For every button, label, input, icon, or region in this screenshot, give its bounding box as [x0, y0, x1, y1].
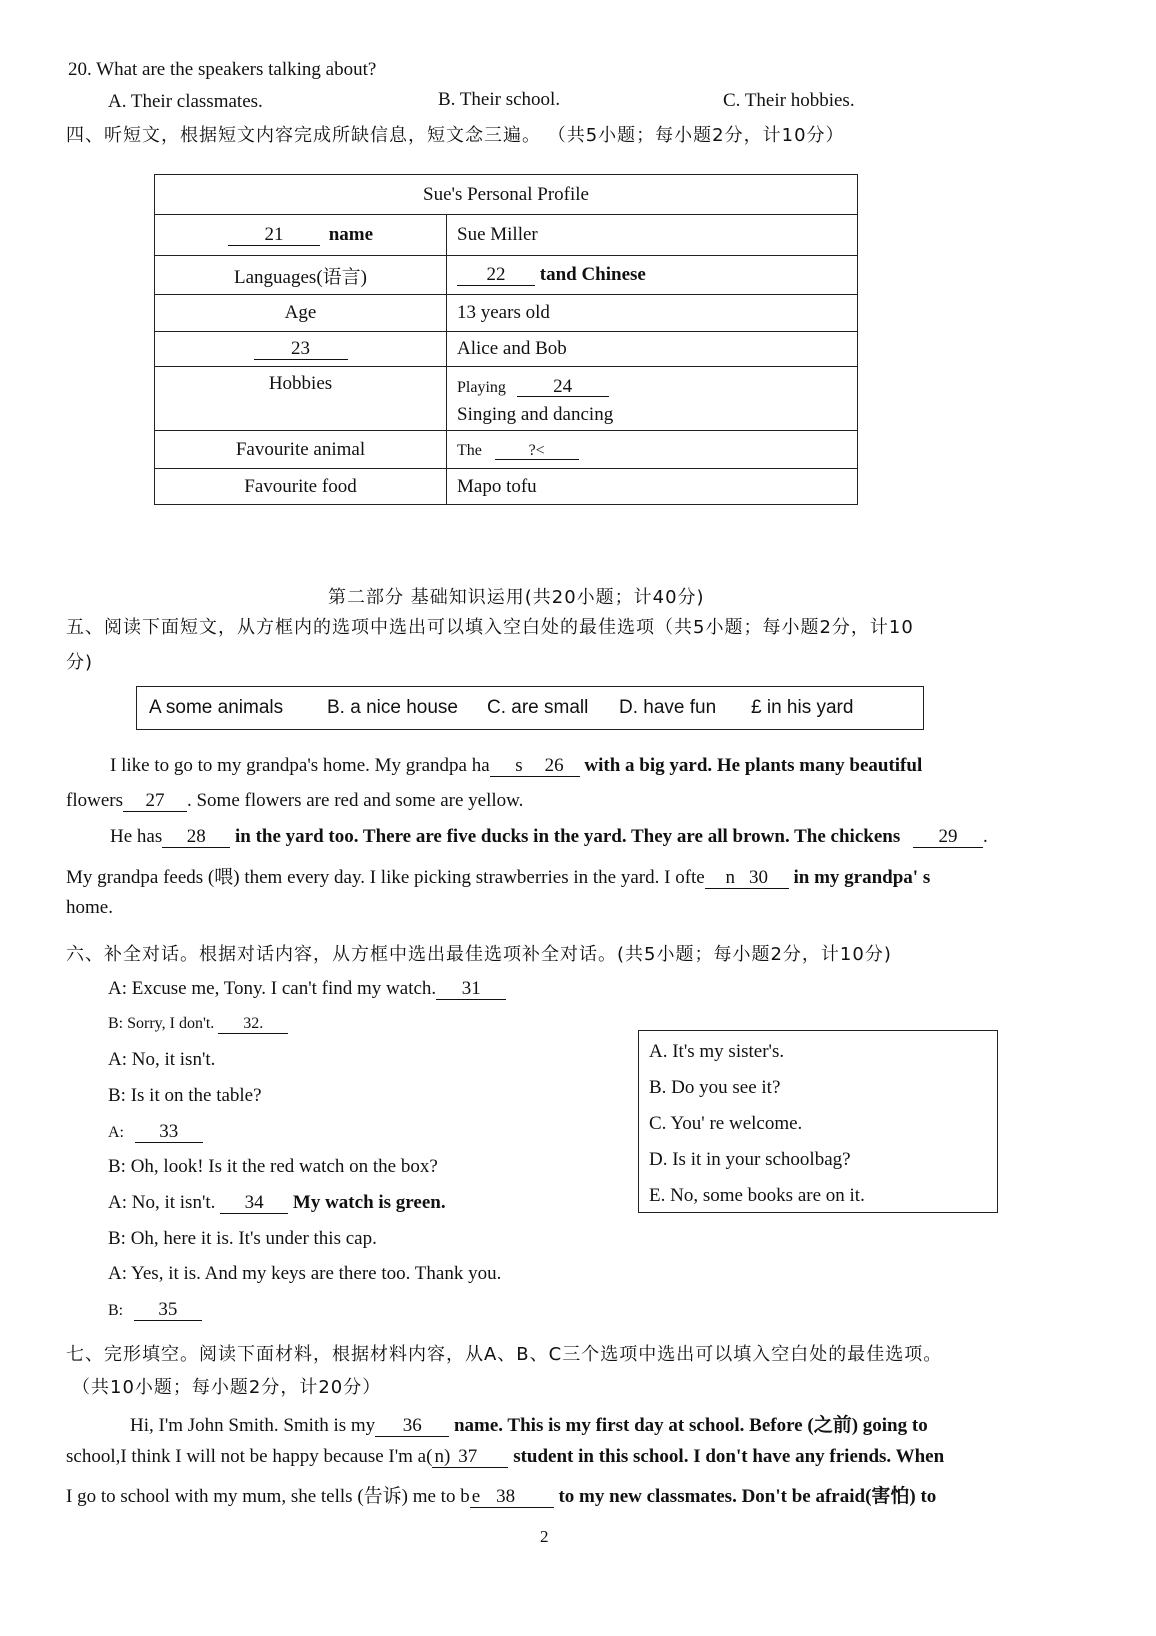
- passage-line: I go to school with my mum, she tells (告诉) me to b e 38 to my new classmates. Don't be afraid(害怕) to: [66, 1486, 937, 1507]
- blank-33[interactable]: 33: [135, 1122, 203, 1143]
- q20-option-a: A. Their classmates.: [108, 91, 263, 112]
- blank-28[interactable]: 28: [162, 827, 230, 848]
- table-row: [155, 256, 858, 295]
- row-value: Singing and dancing: [457, 403, 614, 425]
- passage-line: school,I think I will not be happy because I'm a( n) 37 student in this school. I don't have any friends. When: [66, 1446, 945, 1467]
- passage-line: flowers 27 . Some flowers are red and some are yellow.: [66, 790, 524, 811]
- dialogue-line: B: Oh, here it is. It's under this cap.: [108, 1228, 377, 1249]
- table-row: [155, 469, 858, 505]
- blank-30[interactable]: n 30: [705, 868, 789, 889]
- dialogue-line: A: 33: [108, 1121, 203, 1143]
- option-e: £ in his yard: [751, 697, 854, 718]
- q20-option-b: B. Their school.: [438, 89, 561, 110]
- section-6-heading: 六、补全对话。根据对话内容，从方框中选出最佳选项补全对话。(共5小题；每小题2分，计10分): [66, 944, 892, 965]
- blank-27[interactable]: 27: [123, 791, 187, 812]
- table-row: [155, 367, 858, 431]
- dialogue-line: A: No, it isn't.: [108, 1049, 216, 1070]
- blank-23[interactable]: 23: [254, 339, 348, 360]
- blank-38[interactable]: e 38: [470, 1487, 554, 1508]
- row-value: tand Chinese: [539, 264, 646, 285]
- blank-37[interactable]: n) 37: [432, 1447, 508, 1468]
- row-value-prefix: The: [457, 441, 482, 459]
- blank-22[interactable]: 22: [457, 265, 535, 286]
- section-7-heading: 七、完形填空。阅读下面材料，根据材料内容，从A、B、C三个选项中选出可以填入空白处的最佳选项。: [66, 1344, 943, 1365]
- table-row: [155, 295, 858, 332]
- passage-line: I like to go to my grandpa's home. My grandpa ha s 26 with a big yard. He plants many beautiful: [110, 755, 923, 776]
- dialogue-line: A: Excuse me, Tony. I can't find my watch. 31: [108, 978, 506, 1000]
- row-label: Favourite food: [155, 469, 447, 505]
- table-row: [155, 431, 858, 469]
- blank-36[interactable]: 36: [375, 1416, 449, 1437]
- dialogue-line: B: Oh, look! Is it the red watch on the box?: [108, 1156, 438, 1177]
- dialogue-line: B: Sorry, I don't. 32.: [108, 1015, 288, 1034]
- dialogue-line: A: No, it isn't. 34 My watch is green.: [108, 1192, 446, 1213]
- option-c: C. You' re welcome.: [649, 1113, 803, 1134]
- table-row: [155, 215, 858, 256]
- section-6-option-box: [638, 1030, 998, 1213]
- blank-29[interactable]: 29: [913, 827, 983, 848]
- blank-24[interactable]: 24: [517, 377, 609, 398]
- row-label: Favourite animal: [155, 431, 447, 469]
- row-value: Sue Miller: [447, 215, 858, 256]
- option-d: D. have fun: [619, 697, 717, 718]
- option-c: C. are small: [487, 697, 589, 718]
- blank-34[interactable]: 34: [220, 1193, 288, 1214]
- q20-option-c: C. Their hobbies.: [723, 90, 855, 111]
- row-label: Age: [155, 295, 447, 332]
- section-4-heading: 四、听短文，根据短文内容完成所缺信息，短文念三遍。 （共5小题；每小题2分，计10分）: [66, 125, 845, 146]
- question-20: 20. What are the speakers talking about?: [68, 59, 377, 80]
- blank-31[interactable]: 31: [436, 979, 506, 1000]
- row-value: Mapo tofu: [447, 469, 858, 505]
- blank-25[interactable]: ?<: [495, 443, 579, 461]
- dialogue-line: A: Yes, it is. And my keys are there too. Thank you.: [108, 1263, 502, 1284]
- passage-line: Hi, I'm John Smith. Smith is my 36 name. This is my first day at school. Before (之前) going to: [130, 1415, 928, 1436]
- option-b: B. a nice house: [327, 697, 458, 718]
- passage-line: My grandpa feeds (喂) them every day. I like picking strawberries in the yard. I ofte n 30 in my grandpa' s: [66, 867, 931, 888]
- row-label: name: [328, 224, 374, 245]
- row-value: 13 years old: [447, 295, 858, 332]
- blank-21[interactable]: 21: [228, 225, 320, 246]
- section-5-heading: 五、阅读下面短文，从方框内的选项中选出可以填入空白处的最佳选项（共5小题；每小题2分，计10: [66, 617, 914, 638]
- passage-line: He has 28 in the yard too. There are five ducks in the yard. They are all brown. The chickens 29 .: [110, 826, 988, 847]
- dialogue-line: B: 35: [108, 1299, 202, 1321]
- option-d: D. Is it in your schoolbag?: [649, 1149, 851, 1170]
- row-value-prefix: Playing: [457, 378, 506, 396]
- dialogue-line: B: Is it on the table?: [108, 1085, 262, 1106]
- section-7-heading-cont: （共10小题；每小题2分，计20分）: [72, 1377, 382, 1398]
- profile-table: [154, 174, 858, 505]
- option-e: E. No, some books are on it.: [649, 1185, 865, 1206]
- section-5-option-box: [136, 686, 924, 730]
- section-5-heading-cont: 分): [66, 652, 94, 673]
- page-number: 2: [540, 1527, 549, 1546]
- blank-35[interactable]: 35: [134, 1300, 202, 1321]
- option-a: A some animals: [149, 697, 284, 718]
- option-b: B. Do you see it?: [649, 1077, 781, 1098]
- table-row: [155, 332, 858, 367]
- row-value: Alice and Bob: [447, 332, 858, 367]
- part-2-heading: 第二部分 基础知识运用(共20小题；计40分): [328, 587, 705, 608]
- blank-26[interactable]: s 26: [490, 756, 580, 777]
- option-a: A. It's my sister's.: [649, 1041, 785, 1062]
- passage-line: home.: [66, 897, 113, 918]
- row-label: Languages(语言): [155, 256, 447, 295]
- blank-32[interactable]: 32.: [218, 1016, 288, 1034]
- row-label: Hobbies: [155, 367, 447, 431]
- table-title: Sue's Personal Profile: [155, 175, 858, 215]
